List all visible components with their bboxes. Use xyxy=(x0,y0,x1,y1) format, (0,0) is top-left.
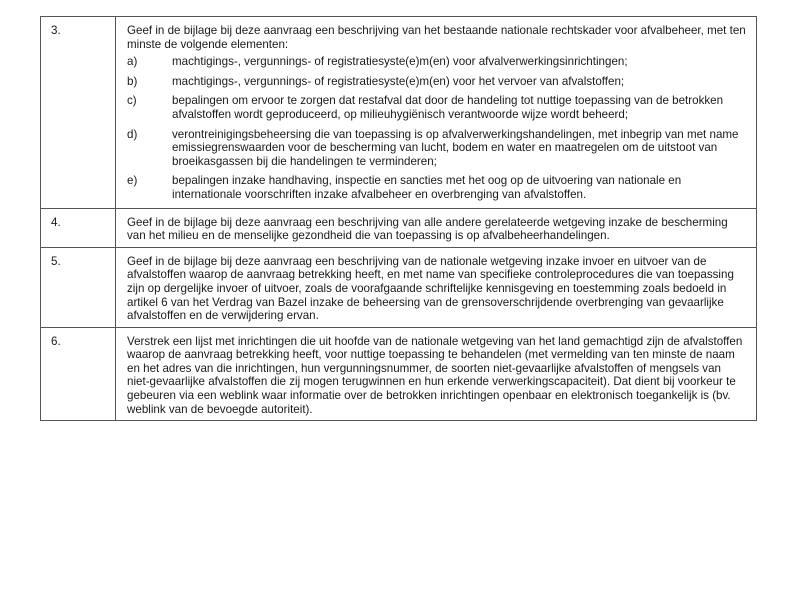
sub-item-list xyxy=(127,55,746,201)
row-number: 5. xyxy=(41,247,116,327)
table-row-4 xyxy=(41,208,757,247)
sub-item-text: verontreinigingsbeheersing die van toepassing is op afvalverwerkingshandelingen, met inbegrip van met name emissiegrenswaarden voor de bescherming van lucht, bodem en water en maatregelen om de uitstoot van broeikasgassen bij die handelingen te verminderen; xyxy=(172,127,739,168)
row-content: Verstrek een lijst met inrichtingen die uit hoofde van de nationale wetgeving van het land gemachtigd zijn de afvalstoffen waarop de aanvraag betrekking heeft, voor nuttige toepassing te behandelen (met vermelding van ten minste de naam en het adres van die inrichtingen, hun vergunningsnummer, de soorten niet-gevaarlijke afvalstoffen of mengsels van niet-gevaarlijke afvalstoffen die zij mogen terugwinnen en hun erkende verwerkingscapaciteit). Dat dient bij voorkeur te gebeuren via een weblink waar informatie over de betrokken inrichtingen openbaar en elektronisch toegankelijk is (bv. weblink van de bevoegde autoriteit). xyxy=(116,327,757,421)
sub-item-a xyxy=(127,55,746,69)
row-content xyxy=(116,17,757,209)
row-intro-text: Geef in de bijlage bij deze aanvraag een beschrijving van het bestaande nationale rechtskader voor afvalbeheer, met ten minste de volgende elementen: xyxy=(127,24,746,51)
sub-item-text: bepalingen om ervoor te zorgen dat restafval dat door de handeling tot nuttige toepassing van de betrokken afvalstoffen wordt geproduceerd, op milieuhygiënisch verantwoorde wijze wordt beheerd; xyxy=(172,94,724,121)
row-number: 6. xyxy=(41,327,116,421)
table-row-5 xyxy=(41,247,757,327)
sub-item-c xyxy=(127,94,746,121)
sub-item-d xyxy=(127,128,746,169)
sub-item-text: machtigings-, vergunnings- of registratiesyste(e)m(en) voor afvalverwerkingsinrichtingen; xyxy=(172,55,628,69)
sub-item-letter: a) xyxy=(127,55,138,69)
requirements-table xyxy=(40,16,757,421)
row-number: 4. xyxy=(41,208,116,247)
sub-item-letter: c) xyxy=(127,94,137,108)
table-row-3 xyxy=(41,17,757,209)
sub-item-text: bepalingen inzake handhaving, inspectie en sancties met het oog op de uitvoering van nationale en internationale voorschriften inzake afvalbeheer en overbrenging van afvalstoffen. xyxy=(172,174,682,201)
sub-item-b xyxy=(127,75,746,89)
table-row-6 xyxy=(41,327,757,421)
sub-item-e xyxy=(127,174,746,201)
sub-item-letter: d) xyxy=(127,127,138,141)
row-number: 3. xyxy=(41,17,116,209)
row-content: Geef in de bijlage bij deze aanvraag een beschrijving van de nationale wetgeving inzake invoer en uitvoer van de afvalstoffen waarop de aanvraag betrekking heeft, en met name van specifieke controleprocedures die van toepassing zijn op dergelijke invoer of uitvoer, zoals de voorafgaande schriftelijke kennisgeving en toestemming zoals bedoeld in artikel 6 van het Verdrag van Bazel inzake de beheersing van de grensoverschrijdende overbrenging van gevaarlijke afvalstoffen en de verwijdering ervan. xyxy=(116,247,757,327)
sub-item-letter: e) xyxy=(127,174,138,188)
sub-item-letter: b) xyxy=(127,74,138,88)
sub-item-text: machtigings-, vergunnings- of registratiesyste(e)m(en) voor het vervoer van afvalstoffen; xyxy=(172,74,625,88)
row-content: Geef in de bijlage bij deze aanvraag een beschrijving van alle andere gerelateerde wetgeving inzake de bescherming van het milieu en de menselijke gezondheid die van toepassing is op afvalbeheerhandelingen. xyxy=(116,208,757,247)
